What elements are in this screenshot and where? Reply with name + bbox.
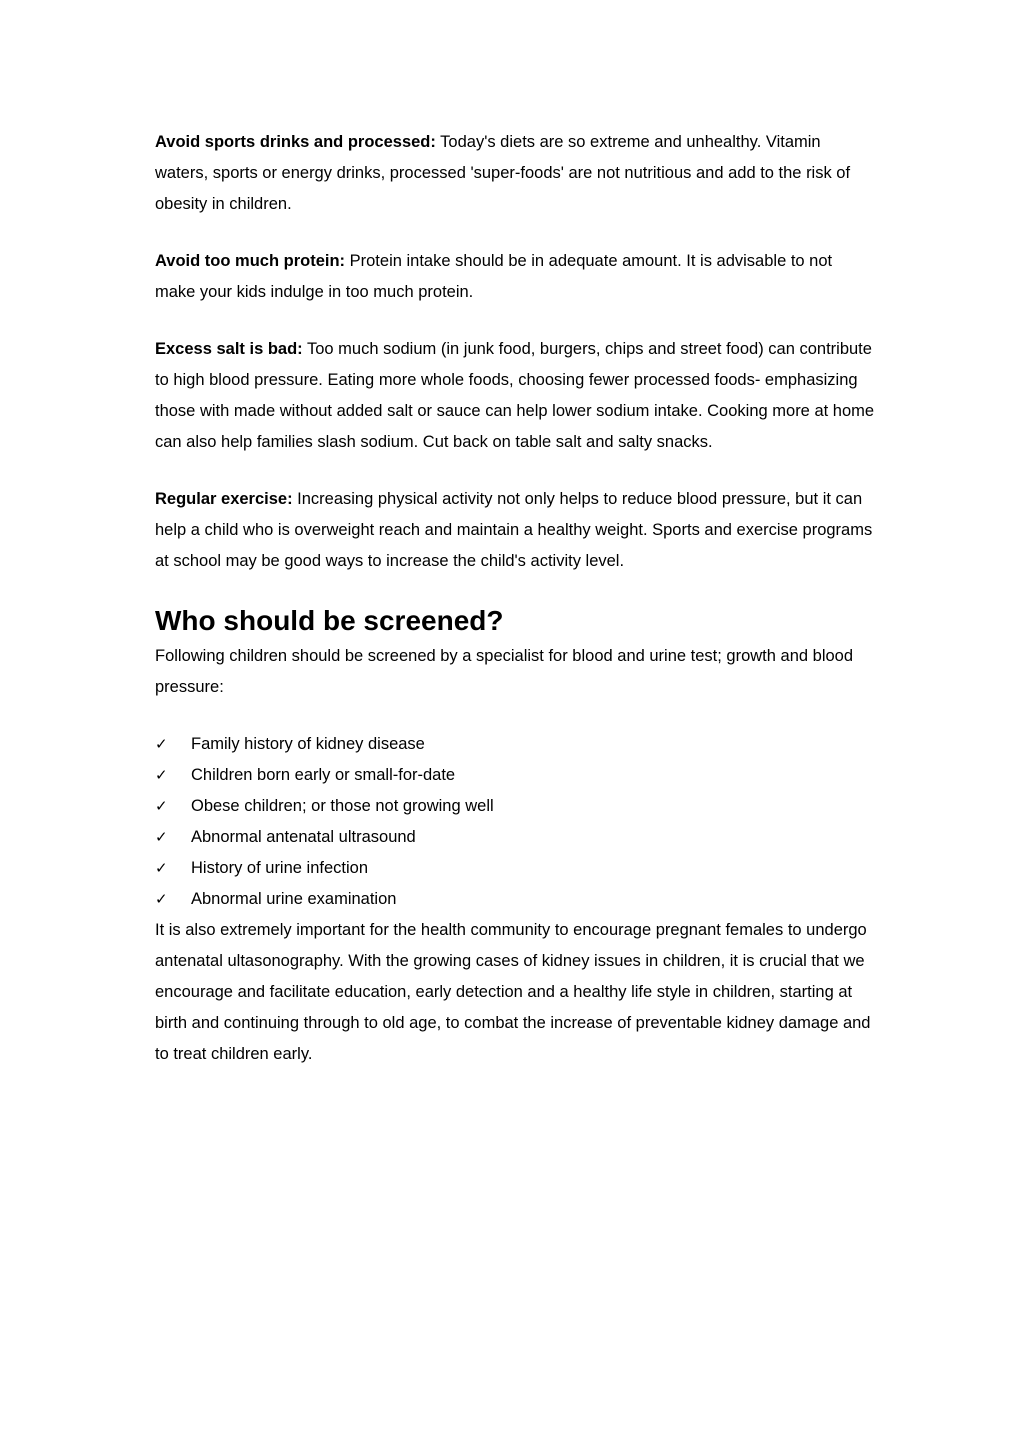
list-item-text: Abnormal urine examination [191, 890, 397, 908]
checkmark-icon: ✓ [155, 735, 168, 753]
list-item-text: Abnormal antenatal ultrasound [191, 828, 416, 846]
list-item-text: Children born early or small-for-date [191, 766, 456, 784]
list-item [155, 729, 875, 760]
paragraph-salt [155, 334, 875, 458]
checkmark-icon: ✓ [155, 766, 168, 784]
paragraph-protein [155, 246, 875, 308]
checkmark-icon: ✓ [155, 828, 168, 846]
screening-intro: Following children should be screened by a specialist for blood and urine test; growth and blood pressure: [155, 647, 854, 696]
paragraph-lead: Avoid too much protein: [155, 252, 346, 270]
paragraph-exercise [155, 484, 875, 577]
list-item-text: Obese children; or those not growing well [191, 797, 494, 815]
paragraph-lead: Avoid sports drinks and processed: [155, 133, 436, 151]
closing-paragraph: It is also extremely important for the health community to encourage pregnant females to undergo antenatal ultasonography. With the growing cases of kidney issues in children, it is crucial that we encourage and facilitate education, early detection and a healthy life style in children, starting at birth and continuing through to old age, to combat the increase of preventable kidney damage and to treat children early. [155, 921, 871, 1063]
list-item-text: Family history of kidney disease [191, 735, 425, 753]
section-heading: Who should be screened? [155, 605, 504, 636]
list-item [155, 791, 875, 822]
list-item [155, 760, 875, 791]
paragraph-text: Increasing physical activity not only helps to reduce blood pressure, but it can help a child who is overweight reach and maintain a healthy weight. Sports and exercise programs at school may be good ways to increase the child's activity level. [155, 490, 873, 570]
document-page [155, 127, 875, 1070]
list-item [155, 853, 875, 884]
list-item [155, 884, 875, 915]
paragraph-lead: Regular exercise: [155, 490, 293, 508]
paragraph-lead: Excess salt is bad: [155, 340, 303, 358]
paragraph-text: Today's diets are so extreme and unhealthy. Vitamin waters, sports or energy drinks, processed 'super-foods' are not nutritious and add to the risk of obesity in children. [155, 133, 851, 213]
paragraph-text: Too much sodium (in junk food, burgers, chips and street food) can contribute to high blood pressure. Eating more whole foods, choosing fewer processed foods- emphasizing those with made without added salt or sauce can help lower sodium intake. Cooking more at home can also help families slash sodium. Cut back on table salt and salty snacks. [155, 340, 875, 451]
paragraph-text: Protein intake should be in adequate amount. It is advisable to not make your kids indulge in too much protein. [155, 252, 833, 301]
paragraph-sports-drinks [155, 127, 875, 220]
checkmark-icon: ✓ [155, 797, 168, 815]
screening-checklist [155, 729, 875, 915]
list-item [155, 822, 875, 853]
list-item-text: History of urine infection [191, 859, 368, 877]
checkmark-icon: ✓ [155, 859, 168, 877]
checkmark-icon: ✓ [155, 890, 168, 908]
